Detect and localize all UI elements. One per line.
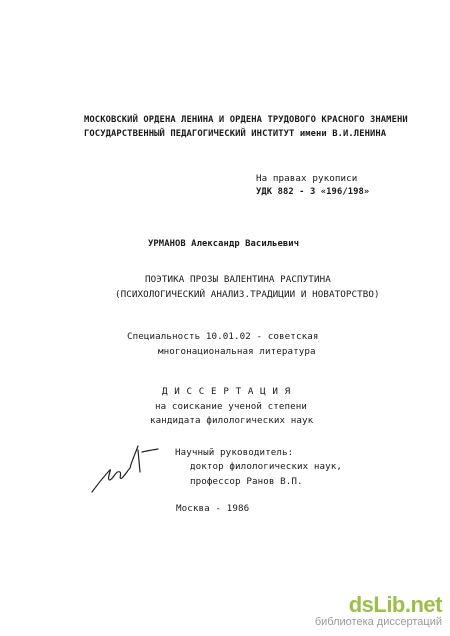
dissertation-title-line-2: (ПСИХОЛОГИЧЕСКИЙ АНАЛИЗ.ТРАДИЦИИ И НОВАТОРСТВО) [115,289,380,300]
dslib-watermark [292,592,442,630]
dslib-caption: библиотека диссертаций [314,616,442,628]
degree-line-1: на соискание ученой степени [155,401,308,412]
place-and-year: Москва - 1986 [176,503,250,514]
specialty-line-2: многонациональная литература [158,346,316,357]
degree-line-2: кандидата филологических наук [150,415,314,426]
institution-line-1: МОСКОВСКИЙ ОРДЕНА ЛЕНИНА И ОРДЕНА ТРУДОВОГО КРАСНОГО ЗНАМЕНИ [84,115,408,125]
logo-ds: ds [348,592,374,617]
dslib-logo [349,592,442,618]
handwritten-signature [86,440,166,500]
document-type-heading: Д И С С Е Р Т А Ц И Я [162,386,291,397]
advisor-label: Научный руководитель: [175,447,294,458]
logo-net: .net [404,592,442,617]
institution-line-2: ГОСУДАРСТВЕННЫЙ ПЕДАГОГИЧЕСКИЙ ИНСТИТУТ имени В.И.ЛЕНИНА [84,129,387,139]
advisor-name: профессор Ранов В.П. [190,476,303,487]
udc-code: УДК 882 - 3 «196/198» [256,187,370,197]
specialty-line-1: Специальность 10.01.02 - советская [127,331,319,342]
rights-notice: На правах рукописи [256,173,358,184]
author-name: УРМАНОВ Александр Васильевич [148,239,300,249]
advisor-degree: доктор филологических наук, [190,461,343,472]
dissertation-title-line-1: ПОЭТИКА ПРОЗЫ ВАЛЕНТИНА РАСПУТИНА [145,274,331,285]
logo-lib: Lib [373,592,405,617]
